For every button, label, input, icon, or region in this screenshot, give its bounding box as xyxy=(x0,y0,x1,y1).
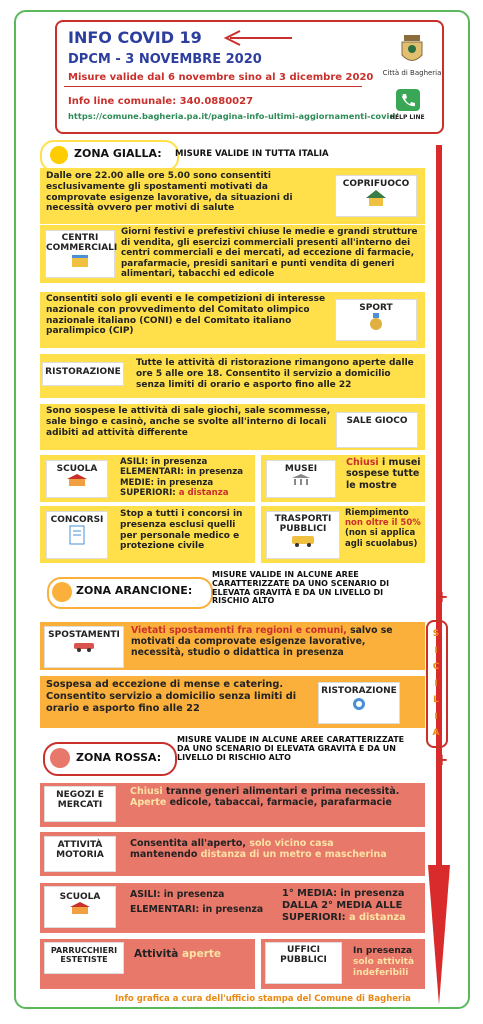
crest-icon xyxy=(397,33,427,67)
header-divider xyxy=(64,86,362,87)
sicilia-letter: A xyxy=(432,728,440,738)
trasporti-label-card xyxy=(266,511,340,559)
negozi-text2: edicole, tabaccai, farmacie, parafarmacie xyxy=(169,797,392,809)
trasporti-text xyxy=(345,508,425,549)
motoria-em1: solo vicino casa xyxy=(249,838,334,849)
negozi-label-card xyxy=(44,786,116,822)
helpline-label: HELP LINE xyxy=(390,114,425,121)
phone-icon[interactable] xyxy=(395,88,421,112)
musei-label: MUSEI xyxy=(284,464,318,474)
zona-rossa-subtitle: MISURE VALIDE IN ALCUNE AREE CARATTERIZZATE DA UNO SCENARIO DI ELEVATA GRAVITÀ E DA UN LIVELLO DI RISCHIO ALTO xyxy=(177,735,405,762)
coprifuoco-label-card xyxy=(335,175,417,217)
plus-icon: + xyxy=(435,587,449,606)
parrucchieri-text xyxy=(134,948,221,961)
sicilia-label xyxy=(431,626,441,742)
ristorazione-label-card xyxy=(42,362,124,386)
uffici-em: solo attività indeferibili xyxy=(353,956,415,978)
scuola-rossa-left xyxy=(130,889,263,915)
sicilia-letter: I xyxy=(434,711,438,722)
arancione-ristorazione-text: Sospesa ad eccezione di mense e catering. Consentito servizio a domicilio senza limiti di orario e asporto fino alle 22 xyxy=(46,679,297,714)
sport-label-card xyxy=(335,299,417,341)
sport-text: Consentiti solo gli eventi e le competizioni di interesse nazionale con provvedimento del Comitato olimpico nazionale italiano (CONI) e del Comitato italiano paralimpico (CIP) xyxy=(46,294,326,337)
spostamenti-label: SPOSTAMENTI xyxy=(48,630,120,640)
school-icon-2 xyxy=(70,902,90,914)
trasporti-text3: (non si applica agli scuolabus) xyxy=(345,528,418,549)
scuola-rossa-label: SCUOLA xyxy=(59,892,101,902)
header-infoline: Info line comunale: 340.0880027 xyxy=(68,96,254,107)
header-title: INFO COVID 19 xyxy=(68,28,202,47)
motoria-text2: mantenendo xyxy=(130,849,198,861)
timeline-arrow-icon xyxy=(428,145,450,1015)
concorsi-text: Stop a tutti i concorsi in presenza esclusi quelli per personale medico e protezione civile xyxy=(120,509,243,552)
zona-rossa-title: ZONA ROSSA: xyxy=(76,751,162,764)
header-validity: Misure valide dal 6 novembre sino al 3 dicembre 2020 xyxy=(68,72,374,83)
uffici-text xyxy=(353,946,425,978)
orange-dot-icon xyxy=(52,582,72,602)
scuola-rossa-elementari: ELEMENTARI: in presenza xyxy=(130,904,264,916)
motoria-label-card xyxy=(44,836,116,872)
scuola-rossa-superiori-val: a distanza xyxy=(348,911,406,923)
negozi-em2: Aperte xyxy=(130,797,167,809)
zona-arancione-subtitle: MISURE VALIDE IN ALCUNE AREE CARATTERIZZATE DA UNO SCENARIO DI ELEVATA GRAVITÀ E DA UN LIVELLO DI RISCHIO ALTO xyxy=(212,570,390,606)
parrucchieri-em: aperte xyxy=(181,948,222,960)
spostamenti-text xyxy=(131,625,421,658)
house-icon xyxy=(365,189,387,207)
scuola-gialla-text xyxy=(120,457,243,498)
concorsi-label-card xyxy=(46,511,108,559)
school-icon xyxy=(67,474,87,486)
header-subtitle: DPCM - 3 NOVEMBRE 2020 xyxy=(68,52,262,67)
scuola-gialla-label: SCUOLA xyxy=(56,464,98,474)
scuola-rossa-asili: ASILI: in presenza xyxy=(130,889,225,900)
footer-credit: Info grafica a cura dell'ufficio stampa del Comune di Bagheria xyxy=(115,994,411,1004)
musei-em: Chiusi xyxy=(346,457,379,468)
zona-gialla-title: ZONA GIALLA: xyxy=(74,147,162,160)
ristorazione-text: Tutte le attività di ristorazione rimangono aperte dalle ore 5 alle ore 18. Consentito il servizio a domicilio senza limiti di orario e asporto fino alle 22 xyxy=(136,358,414,390)
uffici-label: UFFICI PUBBLICI xyxy=(280,945,327,966)
motoria-em2: distanza di un metro e mascherina xyxy=(200,849,387,861)
sicilia-letter: L xyxy=(433,695,439,705)
parrucchieri-label: PARRUCCHIERI ESTETISTE xyxy=(50,946,118,965)
parrucchieri-text1: Attività xyxy=(134,948,179,960)
ristorazione-label: RISTORAZIONE xyxy=(45,367,121,377)
trasporti-label: TRASPORTI PUBBLICI xyxy=(274,514,332,535)
yellow-dot-icon xyxy=(50,146,68,164)
centri-label-card xyxy=(45,230,118,278)
parrucchieri-label-card xyxy=(44,942,124,974)
motoria-text xyxy=(130,838,420,861)
arancione-ristorazione-label-card xyxy=(318,682,400,724)
zona-arancione-title: ZONA ARANCIONE: xyxy=(76,584,193,597)
scuola-rossa-media1: 1° MEDIA: in presenza xyxy=(282,888,405,899)
plus-icon-2: + xyxy=(435,750,449,769)
car-icon xyxy=(73,640,95,652)
spostamenti-label-card xyxy=(44,626,124,668)
motoria-text1: Consentita all'aperto, xyxy=(130,838,247,849)
salegioco-text: Sono sospese le attività di sale giochi, sale scommesse, sale bingo e casinò, anche se svolte all'interno di locali adibiti ad attività differente xyxy=(46,406,331,438)
shop-icon xyxy=(71,254,89,268)
uffici-label-card xyxy=(265,942,342,984)
centri-text: Giorni festivi e prefestivi chiuse le medie e grandi strutture di vendita, gli esercizi commerciali presenti all'interno dei centri commerciali e dei mercati, ad eccezione di farmacie, parafarmacie, presidi sanitari e punti vendita di generi alimentari, tabacchi ed edicole xyxy=(121,227,418,280)
musei-rest: i musei sospese tutte le mostre xyxy=(346,457,421,491)
scuola-gialla-label-card xyxy=(46,460,108,498)
sicilia-letter: S xyxy=(432,629,440,639)
musei-text xyxy=(346,457,424,491)
trasporti-text2: non oltre il 50% xyxy=(345,518,421,529)
sport-label: SPORT xyxy=(359,303,393,313)
negozi-text xyxy=(130,786,420,809)
scuola-rossa-superiori: SUPERIORI: xyxy=(282,911,346,923)
scuola-gialla-asili: ASILI: in presenza xyxy=(120,457,208,467)
city-name: Città di Bagheria xyxy=(382,69,442,77)
scuola-rossa-dalla2: DALLA 2° MEDIA ALLE xyxy=(282,899,403,911)
concorsi-label: CONCORSI xyxy=(50,515,104,525)
scuola-gialla-superiori: SUPERIORI: xyxy=(120,487,176,498)
document-icon xyxy=(69,525,85,545)
scuola-gialla-elementari: ELEMENTARI: in presenza xyxy=(120,467,244,478)
scuola-rossa-right xyxy=(282,888,406,923)
coprifuoco-label: COPRIFUOCO xyxy=(342,179,410,189)
musei-label-card xyxy=(266,460,336,498)
negozi-em1: Chiusi xyxy=(130,786,163,797)
salegioco-label-card xyxy=(336,412,418,448)
arrow-left-icon xyxy=(222,30,294,46)
zona-gialla-subtitle: MISURE VALIDE IN TUTTA ITALIA xyxy=(175,149,329,159)
spostamenti-rest: salvo se motivati da comprovate esigenze lavorative, necessità, studio o didattica in presenza xyxy=(131,625,393,659)
medal-icon xyxy=(367,313,385,331)
uffici-text1: In presenza xyxy=(353,946,413,956)
negozi-text1: tranne generi alimentari e prima necessità. xyxy=(165,786,400,797)
plate-icon xyxy=(351,696,367,712)
salegioco-label: SALE GIOCO xyxy=(346,416,408,426)
bus-icon xyxy=(291,535,315,547)
scuola-gialla-medie: MEDIE: in presenza xyxy=(120,477,214,488)
header-url[interactable]: https://comune.bagheria.pa.it/pagina-info-ultimi-aggiornamenti-covid/ xyxy=(68,111,399,121)
sicilia-letter: I xyxy=(434,678,438,689)
museum-icon xyxy=(292,474,310,487)
scuola-gialla-superiori-val: a distanza xyxy=(178,487,229,498)
spostamenti-em: Vietati spostamenti fra regioni e comuni, xyxy=(131,625,347,636)
centri-label: CENTRI COMMERCIALI xyxy=(46,233,118,254)
negozi-label: NEGOZI E MERCATI xyxy=(56,790,104,811)
red-dot-icon xyxy=(50,748,70,768)
arancione-ristorazione-label: RISTORAZIONE xyxy=(321,686,397,696)
trasporti-text1: Riempimento xyxy=(345,508,409,518)
sicilia-letter: I xyxy=(434,645,438,656)
scuola-rossa-label-card xyxy=(44,886,116,928)
coprifuoco-text: Dalle ore 22.00 alle ore 5.00 sono consentiti esclusivamente gli spostamenti motivati da comprovate esigenze lavorative, da situazioni di necessità ovvero per motivi di salute xyxy=(46,171,293,214)
sicilia-letter: C xyxy=(432,662,440,672)
motoria-label: ATTIVITÀ MOTORIA xyxy=(56,840,104,861)
